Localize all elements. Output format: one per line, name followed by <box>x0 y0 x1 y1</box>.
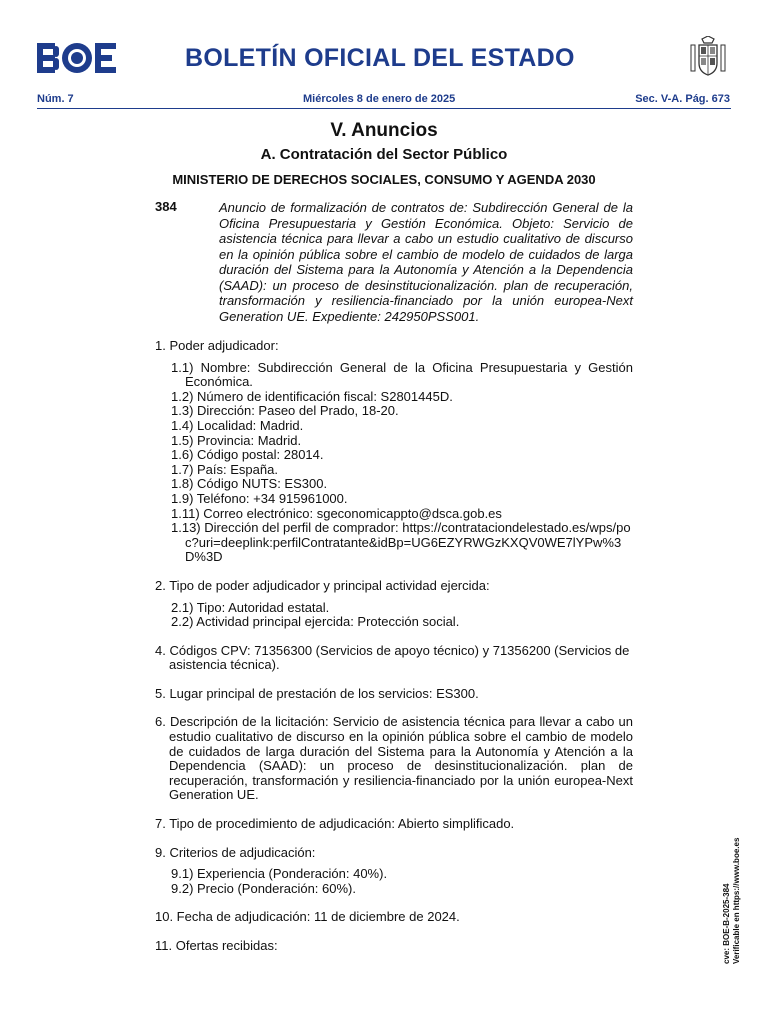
section-title: 6. Descripción de la licitación: Servicio de asistencia técnica para llevar a cabo un estudio cualitativo de discurso en la opinión pública sobre el cambio de modelo de cuidados de larga duración del Sistema para la Autonomía y Atención a la Dependencia (SAAD): un proceso de desinstitucionalización. plan de recuperación, transformación y resiliencia-financiado por la unión europea-Next Generation UE. <box>155 714 633 803</box>
list-item: 2.1) Tipo: Autoridad estatal. <box>171 599 330 615</box>
list-item: 1.4) Localidad: Madrid. <box>171 417 304 433</box>
gazette-title: BOLETÍN OFICIAL DEL ESTADO <box>185 44 575 72</box>
list-item: 1.2) Número de identificación fiscal: S2801445D. <box>171 388 453 404</box>
list-item: 9.1) Experiencia (Ponderación: 40%). <box>171 866 388 882</box>
section-title: 9. Criterios de adjudicación: <box>155 844 316 860</box>
coat-of-arms-icon <box>688 36 728 78</box>
cve-code: cve: BOE-B-2025-384 <box>722 883 731 964</box>
section-title: 4. Códigos CPV: 71356300 (Servicios de apoyo técnico) y 71356200 (Servicios de asistencia técnica). <box>155 642 630 673</box>
part-heading: V. Anuncios <box>330 120 438 141</box>
list-item: 1.13) Dirección del perfil de comprador: https://contrataciondelestado.es/wps/poc?uri=deeplink:perfilContratante&idBp=UG6EZYRWGzKXQV0WE7lYPw%3D%3D <box>171 520 631 565</box>
section-criterios <box>155 846 633 897</box>
list-item: 9.2) Precio (Ponderación: 60%). <box>171 880 356 896</box>
section-title: 7. Tipo de procedimiento de adjudicación: Abierto simplificado. <box>155 816 515 832</box>
list-item: 1.6) Código postal: 28014. <box>171 447 324 463</box>
section-title: 11. Ofertas recibidas: <box>155 938 278 953</box>
section-items <box>155 867 633 896</box>
verification-link[interactable]: Verificable en https://www.boe.es <box>732 837 741 964</box>
list-item: 1.1) Nombre: Subdirección General de la Oficina Presupuestaria y Gestión Económica. <box>171 359 633 390</box>
issue-date: Miércoles 8 de enero de 2025 <box>303 93 456 105</box>
section-title: 2. Tipo de poder adjudicador y principal actividad ejercida: <box>155 577 490 593</box>
ministry-heading: MINISTERIO DE DERECHOS SOCIALES, CONSUMO Y AGENDA 2030 <box>172 172 596 187</box>
section-procedimiento <box>155 817 633 832</box>
list-item: 1.5) Provincia: Madrid. <box>171 432 302 448</box>
section-descripcion <box>155 715 633 803</box>
list-item: 1.11) Correo electrónico: sgeconomicappto@dsca.gob.es <box>171 505 502 521</box>
announcement-summary: Anuncio de formalización de contratos de: Subdirección General de la Oficina Presupuestaria y Gestión Económica. Objeto: Servicio de asistencia técnica para llevar a cabo un estudio cualitativo de discurso en la opinión pública sobre el cambio de modelo de cuidados de larga duración del Sistema para la Autonomía y Atención a la Dependencia (SAAD): un proceso de desinstitucionalización. plan de recuperación, transformación y resiliencia-financiado por la unión europea-Next Generation UE. Expediente: 242950PSS001. <box>219 200 633 324</box>
issue-number: Núm. 7 <box>37 93 74 105</box>
list-item: 1.8) Código NUTS: ES300. <box>171 476 328 492</box>
section-items <box>155 361 633 565</box>
announcement-number: 384 <box>155 199 177 214</box>
section-lugar <box>155 687 633 702</box>
announcement-body <box>155 339 633 968</box>
list-item: 2.2) Actividad principal ejercida: Protección social. <box>171 614 460 630</box>
section-title: 1. Poder adjudicador: <box>155 338 279 353</box>
subpart-heading: A. Contratación del Sector Público <box>260 146 508 163</box>
list-item: 1.7) País: España. <box>171 461 278 477</box>
verification-sidebar <box>722 830 744 965</box>
section-ofertas <box>155 939 633 954</box>
section-tipo-poder <box>155 579 633 630</box>
section-items <box>155 601 633 630</box>
section-fecha-adjudicacion <box>155 910 633 925</box>
boe-logo <box>37 42 117 74</box>
section-title: 10. Fecha de adjudicación: 11 de diciembre de 2024. <box>155 909 460 925</box>
section-cpv <box>155 644 633 673</box>
header-divider <box>37 108 731 109</box>
section-title: 5. Lugar principal de prestación de los servicios: ES300. <box>155 685 479 701</box>
section-page: Sec. V-A. Pág. 673 <box>635 93 730 105</box>
list-item: 1.3) Dirección: Paseo del Prado, 18-20. <box>171 403 399 419</box>
section-poder-adjudicador <box>155 339 633 565</box>
list-item: 1.9) Teléfono: +34 915961000. <box>171 490 348 506</box>
